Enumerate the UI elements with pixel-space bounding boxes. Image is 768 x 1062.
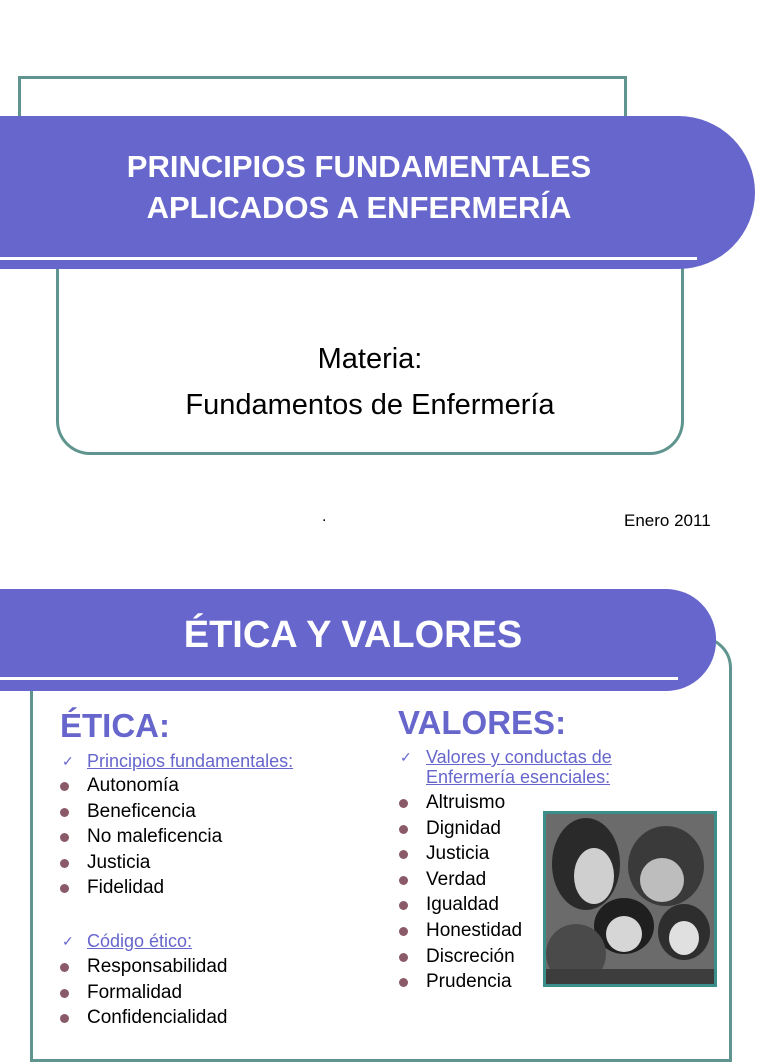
slide2-title: ÉTICA Y VALORES [183,614,523,656]
list-item: Justicia [58,850,222,876]
list-item: Prudencia [397,969,522,995]
list-item: Discreción [397,944,522,970]
valores-heading: VALORES: [398,704,567,741]
list-item: No maleficencia [58,824,222,850]
family-photo [543,811,717,987]
check-icon: ✓ [62,933,74,949]
valores-label-line2: Enfermería esenciales: [426,767,611,787]
slide1-title-line2: APLICADOS A ENFERMERÍA [146,190,572,225]
check-icon: ✓ [400,749,412,765]
list-item: Formalidad [58,980,228,1006]
list-item: Dignidad [397,816,522,842]
principles-list [58,773,222,901]
list-item: Altruismo [397,790,522,816]
principles-label: Principios fundamentales: [87,751,294,771]
valores-list [397,790,522,995]
code-label: Código ético: [87,931,193,951]
date-label: Enero 2011 [624,511,711,530]
slide1-title-line1: PRINCIPIOS FUNDAMENTALES [126,149,592,184]
subject-name: Fundamentos de Enfermería [185,389,555,421]
subject-block [56,336,684,428]
list-item: Fidelidad [58,875,222,901]
subject-label: Materia: [317,343,423,375]
family-photo-graphic [546,814,714,984]
valores-label-line1: Valores y conductas de [426,747,612,767]
slide1-title [0,146,718,228]
list-item: Responsabilidad [58,954,228,980]
list-item: Honestidad [397,918,522,944]
list-item: Confidencialidad [58,1005,228,1031]
list-item: Igualdad [397,892,522,918]
section-banner-divider [0,677,678,680]
list-item: Beneficencia [58,799,222,825]
code-list [58,954,228,1031]
banner-divider [0,257,697,260]
list-item: Justicia [397,841,522,867]
etica-heading: ÉTICA: [60,707,170,744]
list-item: Verdad [397,867,522,893]
list-item: Autonomía [58,773,222,799]
check-icon: ✓ [62,753,74,769]
dot-mark: . [322,508,327,525]
